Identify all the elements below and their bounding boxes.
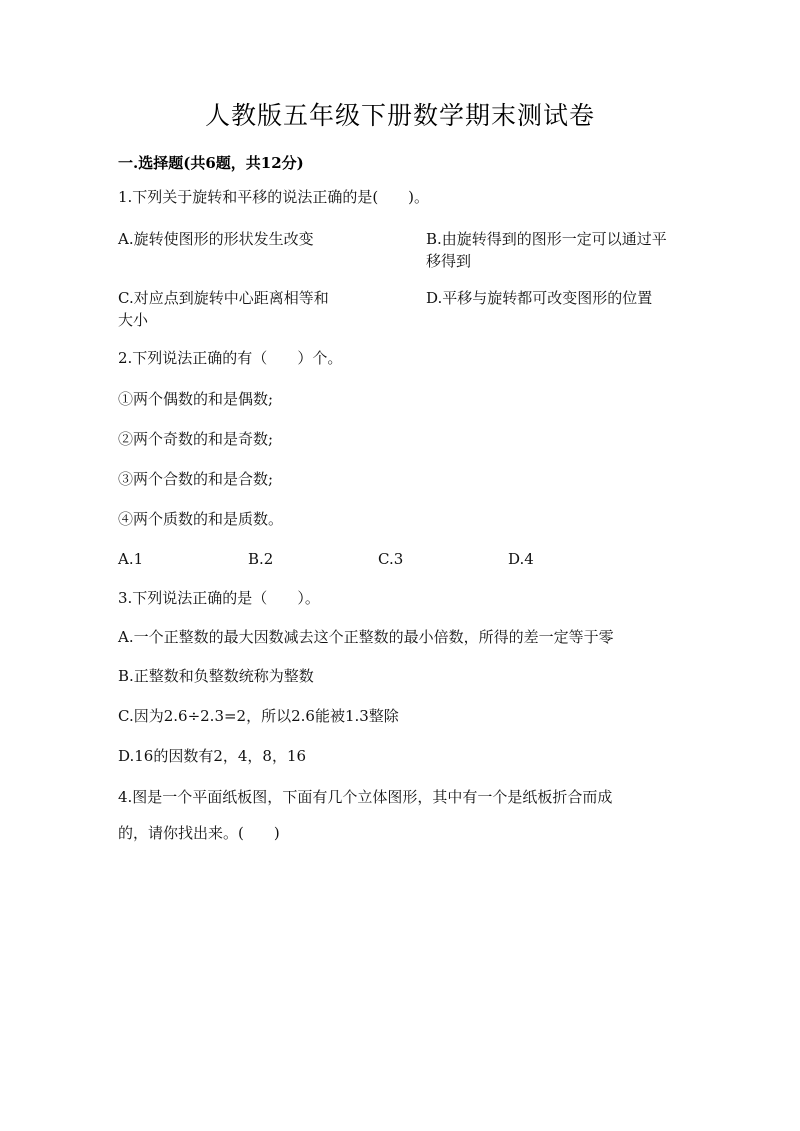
question-2-statement-1: ①两个偶数的和是偶数; — [118, 390, 274, 408]
question-3-option-d: D.16的因数有2，4，8，16 — [118, 747, 307, 765]
question-2-statement-4: ④两个质数的和是质数。 — [118, 510, 284, 528]
question-1-option-a: A.旋转使图形的形状发生改变 — [118, 230, 314, 248]
question-3-option-c: C.因为2.6÷2.3=2，所以2.6能被1.3整除 — [118, 707, 399, 725]
question-2-option-c: C.3 — [378, 550, 404, 568]
question-2-option-a: A.1 — [118, 550, 144, 568]
question-2-statement-3: ③两个合数的和是合数; — [118, 470, 274, 488]
question-3-option-a: A.一个正整数的最大因数减去这个正整数的最小倍数，所得的差一定等于零 — [118, 628, 614, 646]
question-1-stem: 1.下列关于旋转和平移的说法正确的是( )。 — [118, 188, 430, 206]
question-1-option-d: D.平移与旋转都可改变图形的位置 — [426, 289, 653, 307]
question-3-option-b: B.正整数和负整数统称为整数 — [118, 667, 314, 685]
section-heading: 一.选择题(共6题，共12分) — [118, 154, 304, 172]
question-2-statement-2: ②两个奇数的和是奇数; — [118, 430, 274, 448]
question-2-stem: 2.下列说法正确的有（ ）个。 — [118, 349, 343, 367]
question-2-option-d: D.4 — [508, 550, 534, 568]
question-2-option-b: B.2 — [248, 550, 274, 568]
question-1-option-b: B.由旋转得到的图形一定可以通过平移得到 — [426, 230, 667, 270]
question-1-option-c: C.对应点到旋转中心距离相等和大小 — [118, 289, 329, 329]
question-4-stem-line-2: 的，请你找出来。( ) — [118, 824, 280, 842]
question-3-stem: 3.下列说法正确的是（ ）。 — [118, 589, 320, 607]
page-title: 人教版五年级下册数学期末测试卷 — [204, 101, 595, 130]
question-4-stem-line-1: 4.图是一个平面纸板图，下面有几个立体图形，其中有一个是纸板折合而成 — [118, 788, 613, 806]
